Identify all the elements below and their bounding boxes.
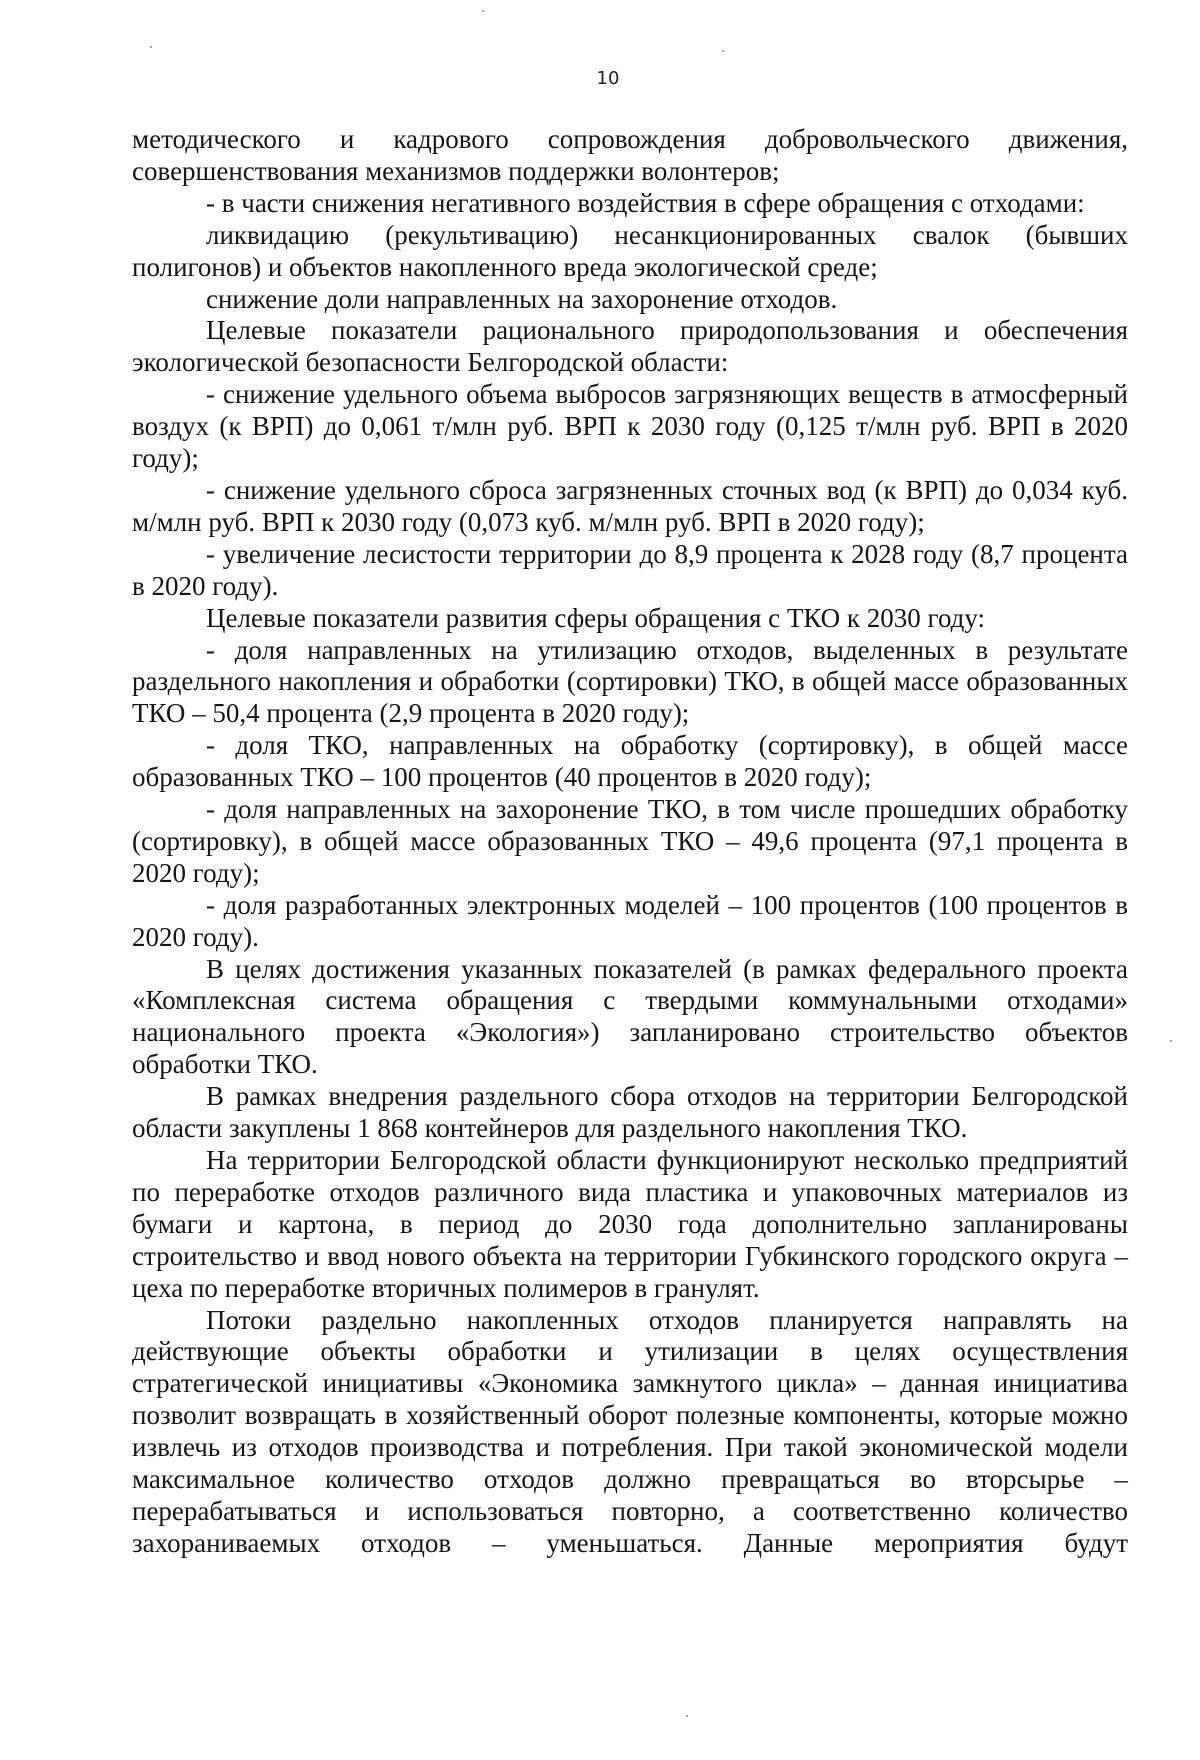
paragraph: Целевые показатели развития сферы обращения с ТКО к 2030 году: bbox=[206, 602, 986, 633]
paragraph: - доля ТКО, направленных на обработку (сортировку), в общей массе образованных ТКО – 100 процентов (40 процентов в 2020 году); bbox=[132, 730, 1128, 793]
paragraph: - доля разработанных электронных моделей – 100 процентов (100 процентов в 2020 году). bbox=[132, 889, 1128, 952]
paragraph: В рамках внедрения раздельного сбора отходов на территории Белгородской области закуплены 1 868 контейнеров для раздельного накопления ТКО. bbox=[132, 1081, 1128, 1144]
page-number: 10 bbox=[596, 68, 620, 89]
paragraph: - увеличение лесистости территории до 8,9 процента к 2028 году (8,7 процента в 2020 году). bbox=[132, 538, 1128, 601]
paragraph: - доля направленных на захоронение ТКО, в том числе прошедших обработку (сортировку), в общей массе образованных ТКО – 49,6 процента (97,1 процента в 2020 году); bbox=[132, 794, 1128, 888]
paragraph: В целях достижения указанных показателей (в рамках федерального проекта «Комплексная система обращения с твердыми коммунальными отходами» национального проекта «Экология») запланировано строительство объектов обработки ТКО. bbox=[132, 953, 1128, 1080]
scan-speck bbox=[686, 1715, 688, 1717]
scan-speck bbox=[1170, 1040, 1172, 1042]
paragraph: методического и кадрового сопровождения добровольческого движения, совершенствования механизмов поддержки волонтеров; bbox=[132, 124, 1128, 186]
scan-speck bbox=[150, 46, 152, 48]
paragraph: Потоки раздельно накопленных отходов планируется направлять на действующие объекты обработки и утилизации в целях осуществления стратегической инициативы «Экономика замкнутого цикла» – данная инициатива позволит возвращать в хозяйственный оборот полезные компоненты, которые можно извлечь из отходов производства и потребления. При такой экономической модели максимальное количество отходов должно превращаться во вторсырье – перерабатываться и использоваться повторно, а соответственно количество захораниваемых отходов – уменьшаться. Данные мероприятия будут bbox=[132, 1304, 1128, 1558]
body-text bbox=[132, 124, 1128, 1560]
paragraph: - снижение удельного сброса загрязненных сточных вод (к ВРП) до 0,034 куб. м/млн руб. ВРП к 2030 году (0,073 куб. м/млн руб. ВРП в 2020 году); bbox=[132, 474, 1128, 537]
paragraph: Целевые показатели рационального природопользования и обеспечения экологической безопасности Белгородской области: bbox=[132, 315, 1128, 378]
scan-speck bbox=[482, 10, 484, 12]
paragraph: ликвидацию (рекультивацию) несанкционированных свалок (бывших полигонов) и объектов накопленного вреда экологической среде; bbox=[132, 219, 1128, 282]
paragraph: - снижение удельного объема выбросов загрязняющих веществ в атмосферный воздух (к ВРП) до 0,061 т/млн руб. ВРП к 2030 году (0,125 т/млн руб. ВРП в 2020 году); bbox=[132, 379, 1128, 474]
paragraph: снижение доли направленных на захоронение отходов. bbox=[206, 283, 838, 314]
paragraph: - доля направленных на утилизацию отходов, выделенных в результате раздельного накопления и обработки (сортировки) ТКО, в общей массе образованных ТКО – 50,4 процента (2,9 процента в 2020 году); bbox=[132, 634, 1128, 729]
paragraph: - в части снижения негативного воздействия в сфере обращения с отходами: bbox=[206, 187, 1085, 218]
paragraph: На территории Белгородской области функционируют несколько предприятий по переработке отходов различного вида пластика и упаковочных материалов из бумаги и картона, в период до 2030 года дополнительно запланированы строительство и ввод нового объекта на территории Губкинского городского округа – цеха по переработке вторичных полимеров в гранулят. bbox=[132, 1145, 1128, 1303]
scan-speck bbox=[722, 50, 724, 52]
